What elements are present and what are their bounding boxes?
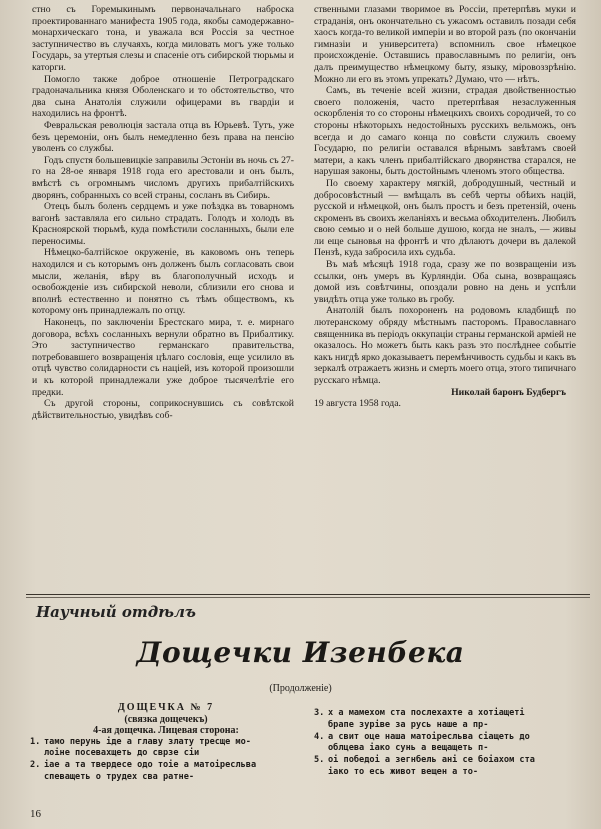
paragraph: Въ маѣ мѣсяцѣ 1918 года, сразу же по возвращеніи изъ ссылки, онъ умеръ въ Курляндіи. Оба сына, возвращаясь домой изъ совѣтчины, опоздали ровно на день и успѣли увидѣть отца уже только въ гробу. bbox=[314, 259, 576, 305]
tablet-side: 4-ая дощечка. Лицевая сторона: bbox=[93, 725, 239, 736]
tablet-line bbox=[30, 737, 302, 749]
tablet-line-continuation: спеващеть о трудех сва ратне- bbox=[44, 771, 195, 782]
paragraph: Самъ, въ теченіе всей жизни, страдая двойственностью своего положенія, часто претерпѣвая незаслуженныя оскорбленія то со стороны нѣмецкихъ своихъ сородичей, то со стороны нѣкоторыхъ недостойныхъ русскихъ вельможъ, онъ всегда и до самаго конца по совѣсти служилъ своему Государю, по религіи оставался вѣрнымъ завѣтамъ своей матери, а какъ членъ прибалтійскаго дворянства старался, не нарушая законы, быть достойнымъ членомъ этого общества. bbox=[314, 85, 576, 178]
paragraph: Анатолій былъ похороненъ на родовомъ кладбищѣ по лютеранскому обряду мѣстнымъ пасторомъ. Православнаго священника въ періодъ оккупаціи страны германской арміей не оказалось. Но можетъ быть какъ разъ это послѣднее событіе какъ нигдѣ ярко доказываетъ перемѣнчивость судьбы и какъ въ зеркалѣ отражаетъ жизнь и смерть моего отца, этого типичнаго русскаго нѣмца. bbox=[314, 305, 576, 386]
section-title: Научный отдѣлъ bbox=[36, 603, 196, 621]
line-number: 1. bbox=[30, 736, 41, 747]
tablet-line bbox=[314, 732, 584, 744]
date-line: 19 августа 1958 года. bbox=[314, 398, 401, 410]
paragraph: Годъ спустя большевицкіе заправилы Эстоніи въ ночь съ 27-го на 28-ое января 1918 года его арестовали и онъ былъ, вмѣстѣ съ огромнымъ числомъ другихъ прибалтійскихъ дворянъ, собранныхъ со всей страны, сосланъ въ Сибирь. bbox=[32, 154, 294, 201]
line-text: а свит оце наша матоіресльва сіащеть до bbox=[328, 731, 530, 742]
tablet-subtitle: (связка дощечекъ) bbox=[124, 713, 208, 725]
line-number: 2. bbox=[30, 760, 41, 771]
line-text: тамо перунь іде а главу злату тресще мо- bbox=[44, 736, 251, 747]
paragraph: стно съ Горемыкинымъ первоначальнаго наброска проектированнаго манифеста 1905 года, якобы самодержавно-монархическаго тона, и уважала вся Россія за честное заступничество въ случаяхъ, когда миловать могъ уже только Государь, за утертыя слезы и спасеніе отъ сибирской тюрьмы и каторги. bbox=[32, 4, 294, 73]
tablet-line bbox=[30, 760, 302, 772]
paragraph: ственными глазами творимое въ Россіи, претерпѣвъ муки и страданія, онъ окончательно съ ужасомъ оставилъ позади себя хаосъ когда-то великой имперіи и во второй разъ (по окончаніи гимназіи и университета) вспомнилъ свое нѣмецкое происхожденіе. Оставшись православнымъ по религіи, онъ далъ преимущество нѣмецкому быту, языку, міровоззрѣнію. Можно ли его въ этомъ упрекать? Думаю, что — нѣтъ. bbox=[314, 4, 576, 85]
line-number: 3. bbox=[314, 708, 325, 718]
page-number: 16 bbox=[30, 808, 41, 820]
tablet-line-continuation: облцева іако сунь а вещащеть п- bbox=[328, 743, 489, 754]
tablet-left-column bbox=[30, 702, 302, 784]
line-number: 5. bbox=[314, 755, 325, 766]
section-divider bbox=[26, 594, 590, 598]
paragraph: Нѣмецко-балтійское окруженіе, въ каковомъ онъ теперь находился и съ которымъ онъ долженъ былъ согласовать свои мысли, желанія, вѣру въ благополучный исходъ и освобожденіе изъ сибирской неволи, сблизили его снова и вполнѣ естественно и понятно съ тѣмъ обществомъ, къ которому онъ принадлежалъ по отцу. bbox=[32, 247, 294, 317]
line-text: оі победоі а зегнбель ані се боіахом ста bbox=[328, 755, 535, 766]
paragraph: Отецъ былъ боленъ сердцемъ и уже поѣздка въ товарномъ вагонѣ заставляла его сильно страдать. Голодъ и холодъ въ Красноярской тюрьмѣ, куда помѣстили сосланныхъ, были еле переносимы. bbox=[32, 201, 294, 247]
tablet-line-continuation: іако то есь живот вещен а то- bbox=[328, 766, 479, 777]
tablet-right-lines bbox=[314, 708, 584, 779]
line-text: іае а та твердесе одо тоіе а матоіресльва bbox=[44, 760, 257, 771]
tablet-right-column bbox=[314, 708, 584, 779]
paragraph: Помогло также доброе отношеніе Петроградскаго градоначальника князя Оболенскаго и то обстоятельство, что два сына Анатолія служили офицерами въ гвардіи и находились на фронтѣ. bbox=[32, 73, 294, 120]
left-column bbox=[32, 4, 294, 421]
tablet-line-continuation: брапе зуріве за русь наше а пр- bbox=[328, 719, 489, 730]
right-column bbox=[314, 4, 576, 410]
paragraph: Съ другой стороны, соприкоснувшись съ совѣтской дѣйствительностью, увидѣвъ соб- bbox=[32, 398, 294, 421]
article-title: Дощечки Изенбека bbox=[136, 636, 465, 669]
tablet-line bbox=[314, 755, 584, 767]
right-column-body bbox=[314, 4, 576, 387]
tablet-line-continuation: лоіне посевахщеть до сврзе сіи bbox=[44, 748, 200, 759]
paragraph: Наконецъ, по заключеніи Брестскаго мира, т. е. мирнаго договора, всѣхъ сосланныхъ вернули обратно въ Прибалтику. Это заступничество германскаго правительства, потребовавшего возвращенія цѣлаго сословія, еще усилило въ отцѣ чувство солидарности съ націей, изъ которой произошли и къ которой принадлежали уже доброе тысячелѣтіе его предки. bbox=[32, 317, 294, 398]
tablet-title: ДОЩЕЧКА № 7 bbox=[117, 702, 215, 713]
paragraph: По своему характеру мягкій, добродушный, честный и добросовѣстный — вмѣщалъ въ себѣ черты обѣихъ націй, русской и нѣмецкой, онъ былъ простъ и безъ претензій, очень скроменъ въ своихъ желаніяхъ и весьма обходителенъ. Любилъ свою семью и о ней больше душою, когда не зналъ, — живы ли еще сыновья на фронтѣ и что дѣлаютъ дочери въ далекой Пензѣ, куда забросила ихъ судьба. bbox=[314, 177, 576, 259]
line-text: х а мамехом ста послехахте а хотіащеті bbox=[328, 708, 525, 718]
line-number: 4. bbox=[314, 731, 325, 742]
signature: Николай баронъ Будбергъ bbox=[451, 386, 566, 398]
article-columns bbox=[28, 4, 584, 580]
article-subtitle: (Продолженіе) bbox=[269, 683, 332, 694]
tablet-left-lines bbox=[30, 737, 302, 784]
paragraph: Февральская революція застала отца въ Юрьевѣ. Тутъ, уже безъ церемоніи, онъ былъ немедленно безъ права на пенсію уволенъ со службы. bbox=[32, 119, 294, 155]
tablet-line bbox=[314, 708, 584, 720]
